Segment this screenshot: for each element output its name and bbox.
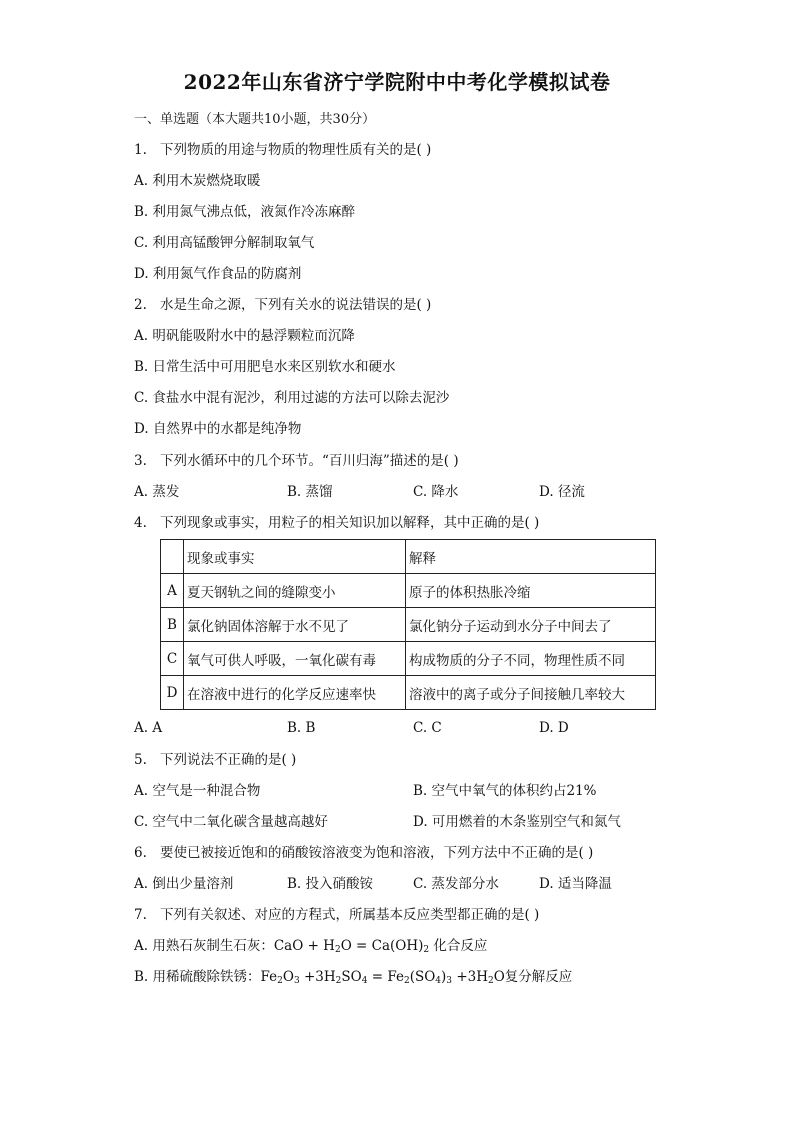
- option-text: O: [282, 969, 294, 985]
- subscript: 4: [435, 976, 442, 986]
- q5-option-d: D. 可用燃着的木条鉴别空气和氮气: [413, 814, 621, 830]
- table-row: [161, 574, 656, 608]
- question-5: [134, 751, 296, 769]
- option-text: (SO: [409, 969, 436, 985]
- q6-option-d: D. 适当降温: [539, 876, 612, 892]
- exam-title: 2022年山东省济宁学院附中中考化学模拟试卷: [183, 70, 611, 94]
- question-stem: 下列水循环中的几个环节。“百川归海”描述的是( ): [160, 453, 459, 469]
- q2-option-c: C. 食盐水中混有泥沙，利用过滤的方法可以除去泥沙: [134, 390, 450, 406]
- table-cell: 氧气可供人呼吸，一氧化碳有毒: [184, 642, 406, 676]
- question-6: [134, 844, 593, 862]
- question-stem: 下列现象或事实，用粒子的相关知识加以解释，其中正确的是( ): [160, 515, 540, 531]
- question-number: 5.: [134, 752, 147, 768]
- q4-option-c: C. C: [413, 720, 442, 736]
- question-4: [134, 514, 539, 532]
- q2-option-b: B. 日常生活中可用肥皂水来区别软水和硬水: [134, 359, 396, 375]
- q4-option-a: A. A: [134, 720, 163, 736]
- subscript: 2: [335, 976, 342, 986]
- table-cell: 氯化钠固体溶解于水不见了: [184, 608, 406, 642]
- q1-option-d: D. 利用氮气作食品的防腐剂: [134, 266, 302, 282]
- q6-option-c: C. 蒸发部分水: [413, 876, 499, 892]
- q3-option-d: D. 径流: [539, 484, 585, 500]
- option-text: B. 用稀硫酸除铁锈：Fe: [134, 969, 278, 985]
- subscript: 2: [277, 976, 283, 986]
- option-text: A. 用熟石灰制生石灰：CaO + H: [134, 938, 335, 954]
- question-7: [134, 906, 539, 924]
- question-stem: 下列物质的用途与物质的物理性质有关的是( ): [160, 142, 432, 158]
- q1-option-a: A. 利用木炭燃烧取暖: [134, 173, 261, 189]
- option-text: +3H: [299, 969, 336, 985]
- table-cell: [161, 540, 184, 574]
- option-text: +3H: [452, 969, 488, 985]
- table-cell: 氯化钠分子运动到水分子中间去了: [406, 608, 656, 642]
- question-number: 1.: [134, 142, 147, 158]
- table-cell: 构成物质的分子不同，物理性质不同: [406, 642, 656, 676]
- row-label: A: [161, 574, 184, 608]
- subscript: 2: [488, 976, 494, 986]
- question-3: [134, 452, 459, 470]
- section-header: 一、单选题（本大题共10小题，共30分）: [134, 112, 376, 127]
- row-label: B: [161, 608, 184, 642]
- question-number: 3.: [134, 453, 147, 469]
- question-stem: 水是生命之源，下列有关水的说法错误的是( ): [160, 297, 432, 313]
- table-cell: 溶液中的离子或分子间接触几率较大: [406, 676, 656, 710]
- table-cell: 原子的体积热胀冷缩: [406, 574, 656, 608]
- question-number: 2.: [134, 297, 147, 313]
- q7-option-a: [134, 937, 487, 955]
- table-header-phenomenon: 现象或事实: [184, 540, 406, 574]
- table-row: [161, 608, 656, 642]
- question-number: 7.: [134, 907, 147, 923]
- subscript: 2: [423, 945, 430, 955]
- table-row: [161, 676, 656, 710]
- q4-option-b: B. B: [287, 720, 316, 736]
- q7-option-b: [134, 968, 572, 986]
- table-row: [161, 642, 656, 676]
- subscript: 3: [293, 976, 300, 986]
- option-text: SO: [341, 969, 362, 985]
- question-stem: 下列有关叙述、对应的方程式，所属基本反应类型都正确的是( ): [160, 907, 540, 923]
- subscript: 2: [334, 945, 341, 955]
- q5-option-b: B. 空气中氧气的体积约占21%: [413, 783, 597, 799]
- table-cell: 在溶液中进行的化学反应速率快: [184, 676, 406, 710]
- row-label: D: [161, 676, 184, 710]
- question-stem: 下列说法不正确的是( ): [160, 752, 297, 768]
- q5-option-c: C. 空气中二氧化碳含量越高越好: [134, 814, 328, 830]
- q3-option-c: C. 降水: [413, 484, 459, 500]
- q1-option-c: C. 利用高锰酸钾分解制取氧气: [134, 235, 315, 251]
- subscript: 4: [361, 976, 368, 986]
- question-1: [134, 141, 431, 159]
- q2-option-a: A. 明矾能吸附水中的悬浮颗粒而沉降: [134, 328, 355, 344]
- q6-option-a: A. 倒出少量溶剂: [134, 876, 234, 892]
- table-header-row: [161, 540, 656, 574]
- option-text: ): [441, 969, 447, 985]
- q4-option-d: D. D: [539, 720, 569, 736]
- q3-option-a: A. 蒸发: [134, 484, 180, 500]
- question-stem: 要使已被接近饱和的硝酸铵溶液变为饱和溶液，下列方法中不正确的是( ): [160, 845, 594, 861]
- q6-option-b: B. 投入硝酸铵: [287, 876, 374, 892]
- q1-option-b: B. 利用氮气沸点低，液氮作冷冻麻醉: [134, 204, 356, 220]
- option-text: O复分解反应: [493, 969, 573, 985]
- q3-option-b: B. 蒸馏: [287, 484, 333, 500]
- subscript: 3: [446, 976, 453, 986]
- q5-option-a: A. 空气是一种混合物: [134, 783, 261, 799]
- table-cell: 夏天钢轨之间的缝隙变小: [184, 574, 406, 608]
- question-2: [134, 296, 431, 314]
- table-header-explanation: 解释: [406, 540, 656, 574]
- question-number: 6.: [134, 845, 147, 861]
- q4-table: [160, 539, 656, 710]
- question-number: 4.: [134, 515, 147, 531]
- option-text: = Fe: [367, 969, 404, 985]
- option-text: 化合反应: [429, 938, 488, 954]
- row-label: C: [161, 642, 184, 676]
- option-text: O = Ca(OH): [340, 938, 424, 954]
- q2-option-d: D. 自然界中的水都是纯净物: [134, 421, 302, 437]
- subscript: 2: [403, 976, 410, 986]
